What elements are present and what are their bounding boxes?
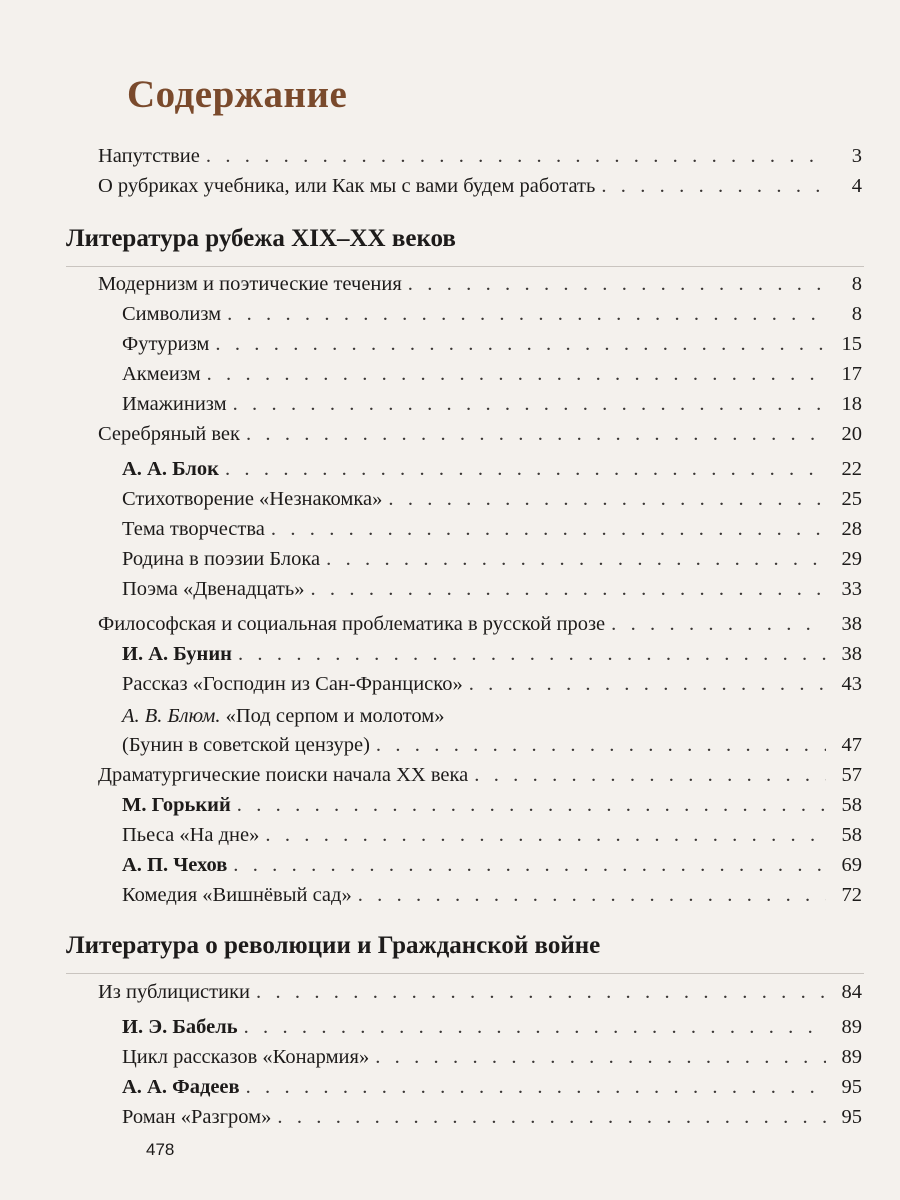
leader-dots bbox=[474, 761, 826, 789]
toc-entry-label: Драматургические поиски начала XX века bbox=[98, 764, 469, 786]
leader-dots bbox=[256, 978, 826, 1006]
leader-dots bbox=[233, 851, 826, 879]
leader-dots bbox=[244, 1013, 826, 1041]
leader-dots bbox=[388, 485, 826, 513]
toc-entry-page: 47 bbox=[841, 734, 862, 756]
toc-entry-page: 95 bbox=[841, 1106, 862, 1128]
toc-entry bbox=[98, 978, 862, 1006]
toc-entry-label: «Под серпом и молотом» bbox=[220, 705, 445, 727]
toc-entry-page: 22 bbox=[841, 458, 862, 480]
toc-entry-label: А. А. Блок bbox=[122, 458, 219, 480]
toc-entry-label: И. Э. Бабель bbox=[122, 1016, 238, 1038]
toc-entry-page: 4 bbox=[851, 175, 862, 197]
toc-entry-author-italic: А. В. Блюм. bbox=[122, 705, 221, 727]
toc-entry-label: Акмеизм bbox=[122, 363, 201, 385]
section-divider bbox=[66, 973, 864, 974]
toc-entry bbox=[122, 515, 862, 543]
leader-dots bbox=[233, 390, 826, 418]
leader-dots bbox=[206, 142, 826, 170]
toc-entry-label: А. П. Чехов bbox=[122, 854, 228, 876]
toc-entry-page: 43 bbox=[841, 673, 862, 695]
toc-entry bbox=[122, 731, 862, 759]
toc-entry-label: Цикл рассказов «Конармия» bbox=[122, 1046, 370, 1068]
toc-entry-page: 29 bbox=[841, 548, 862, 570]
toc-entry-author bbox=[122, 455, 862, 483]
toc-entry bbox=[122, 670, 862, 698]
toc-entry-label: Серебряный век bbox=[98, 423, 240, 445]
toc-entry-page: 38 bbox=[841, 613, 862, 635]
toc-entry bbox=[122, 485, 862, 513]
toc-entry bbox=[122, 881, 862, 909]
toc-entry-label: М. Горький bbox=[122, 794, 231, 816]
leader-dots bbox=[265, 821, 826, 849]
toc-entry bbox=[122, 1103, 862, 1131]
toc-entry-label: Тема творчества bbox=[122, 518, 265, 540]
toc-entry-page: 58 bbox=[841, 824, 862, 846]
toc-entry-author bbox=[122, 1073, 862, 1101]
leader-dots bbox=[611, 610, 826, 638]
leader-dots bbox=[326, 545, 826, 573]
toc-entry-label: Из публицистики bbox=[98, 981, 250, 1003]
leader-dots bbox=[376, 731, 826, 759]
toc-entry-page: 89 bbox=[841, 1046, 862, 1068]
toc-entry-page: 69 bbox=[841, 854, 862, 876]
toc-entry bbox=[122, 390, 862, 418]
toc-entry-page: 25 bbox=[841, 488, 862, 510]
toc-entry bbox=[98, 142, 862, 170]
toc-entry-page: 33 bbox=[841, 578, 862, 600]
toc-entry-label: Философская и социальная проблематика в русской прозе bbox=[98, 613, 606, 635]
page-title: Содержание bbox=[127, 73, 348, 116]
toc-entry-author bbox=[122, 640, 862, 668]
toc-entry-label: И. А. Бунин bbox=[122, 643, 232, 665]
leader-dots bbox=[469, 670, 826, 698]
leader-dots bbox=[375, 1043, 826, 1071]
toc-entry-page: 20 bbox=[841, 423, 862, 445]
leader-dots bbox=[207, 360, 826, 388]
toc-entry bbox=[122, 300, 862, 328]
leader-dots bbox=[238, 640, 826, 668]
leader-dots bbox=[277, 1103, 826, 1131]
toc-entry-label: А. А. Фадеев bbox=[122, 1076, 240, 1098]
toc-entry-label: Поэма «Двенадцать» bbox=[122, 578, 305, 600]
toc-entry-page: 18 bbox=[841, 393, 862, 415]
toc-entry-page: 57 bbox=[841, 764, 862, 786]
toc-entry bbox=[122, 545, 862, 573]
toc-entry-label: Символизм bbox=[122, 303, 222, 325]
toc-entry-label: Родина в поэзии Блока bbox=[122, 548, 321, 570]
toc-entry bbox=[122, 1043, 862, 1071]
leader-dots bbox=[227, 300, 826, 328]
section-divider bbox=[66, 266, 864, 267]
toc-entry bbox=[98, 610, 862, 638]
section-heading: Литература о революции и Гражданской войне bbox=[66, 932, 601, 959]
toc-entry bbox=[122, 821, 862, 849]
toc-entry-page: 58 bbox=[841, 794, 862, 816]
toc-entry bbox=[98, 270, 862, 298]
toc-entry-label: Имажинизм bbox=[122, 393, 227, 415]
toc-entry-page: 8 bbox=[851, 273, 862, 295]
toc-entry-label: (Бунин в советской цензуре) bbox=[122, 734, 370, 756]
toc-entry-label: Пьеса «На дне» bbox=[122, 824, 260, 846]
leader-dots bbox=[246, 420, 826, 448]
toc-entry-author bbox=[122, 791, 862, 819]
toc-entry-page: 72 bbox=[841, 884, 862, 906]
toc-entry bbox=[98, 420, 862, 448]
toc-entry bbox=[122, 330, 862, 358]
toc-entry-label: Стихотворение «Незнакомка» bbox=[122, 488, 383, 510]
toc-entry-author bbox=[122, 851, 862, 879]
leader-dots bbox=[310, 575, 826, 603]
leader-dots bbox=[271, 515, 826, 543]
toc-entry-label: Рассказ «Господин из Сан-Франциско» bbox=[122, 673, 463, 695]
toc-entry-page: 38 bbox=[841, 643, 862, 665]
toc-entry-label: Комедия «Вишнёвый сад» bbox=[122, 884, 352, 906]
leader-dots bbox=[237, 791, 826, 819]
toc-entry-author bbox=[122, 1013, 862, 1041]
page-number: 478 bbox=[146, 1140, 175, 1159]
toc-entry-label: Модернизм и поэтические течения bbox=[98, 273, 402, 295]
toc-entry-label: О рубриках учебника, или Как мы с вами будем работать bbox=[98, 175, 596, 197]
toc-entry-label: Футуризм bbox=[122, 333, 210, 355]
toc-entry-page: 8 bbox=[851, 303, 862, 325]
section-heading: Литература рубежа XIX–XX веков bbox=[66, 225, 456, 252]
toc-entry-page: 17 bbox=[841, 363, 862, 385]
toc-entry-page: 28 bbox=[841, 518, 862, 540]
toc-entry-page: 3 bbox=[851, 145, 862, 167]
toc-entry-label: Роман «Разгром» bbox=[122, 1106, 272, 1128]
leader-dots bbox=[601, 172, 826, 200]
toc-entry-first-line bbox=[122, 702, 445, 730]
toc-entry-page: 84 bbox=[841, 981, 862, 1003]
toc-entry bbox=[122, 575, 862, 603]
leader-dots bbox=[408, 270, 826, 298]
toc-entry-page: 89 bbox=[841, 1016, 862, 1038]
leader-dots bbox=[246, 1073, 826, 1101]
toc-entry bbox=[98, 172, 862, 200]
leader-dots bbox=[358, 881, 826, 909]
toc-entry-label: Напутствие bbox=[98, 145, 200, 167]
toc-entry bbox=[98, 761, 862, 789]
leader-dots bbox=[225, 455, 826, 483]
toc-entry-page: 15 bbox=[841, 333, 862, 355]
leader-dots bbox=[215, 330, 826, 358]
toc-entry bbox=[122, 360, 862, 388]
toc-entry-page: 95 bbox=[841, 1076, 862, 1098]
